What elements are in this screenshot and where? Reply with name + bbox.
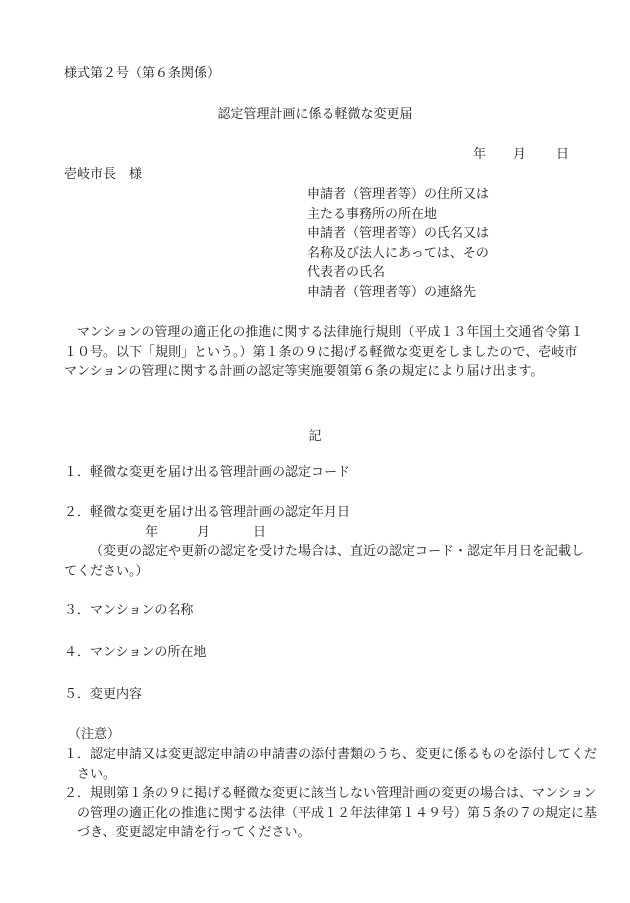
form-number: 様式第２号（第６条関係） [64,66,221,81]
ki-heading: 記 [308,429,322,444]
item-mansion-name: ３．マンションの名称 [64,603,194,618]
item-certification-code: １．軽微な変更を届け出る管理計画の認定コード [64,465,351,480]
item-change-details: ５．変更内容 [64,687,143,702]
applicant-line: 申請者（管理者等）の連絡先 [307,284,477,300]
body-paragraph: マンションの管理の適正化の推進に関する法律施行規則（平成１３年国土交通省令第１１０号。以下「規則」という。）第１条の９に掲げる軽微な変更をしましたので、壱岐市マンションの管理に関する計画の認定等実施要領第６条の規定により届け出ます。 [64,325,584,380]
applicant-line: 申請者（管理者等）の住所又は [307,187,490,202]
date-day-label: 日 [556,147,570,162]
cert-year-label: 年 [145,525,159,540]
notes-title: （注意） [68,727,121,742]
cert-month-label: 月 [197,525,211,540]
certification-date-fields [145,523,266,542]
item-mansion-location: ４．マンションの所在地 [64,645,207,660]
note-item: １．認定申請又は変更認定申請の申請書の添付書類のうち、変更に係るものを添付してください。 [64,747,598,782]
cert-day-label: 日 [253,525,267,540]
applicant-line: 代表者の氏名 [307,265,386,280]
applicant-line: 申請者（管理者等）の氏名又は [307,226,490,241]
note-item: ２．規則第１条の９に掲げる軽微な変更に該当しない管理計画の変更の場合は、マンションの管理の適正化の推進に関する法律（平成１２年法律第１４９号）第５条の７の規定に基づき、変更認定申請を行ってください。 [64,786,598,840]
item-certification-date: ２．軽微な変更を届け出る管理計画の認定年月日 [64,505,351,520]
submission-date [473,145,569,164]
document-title: 認定管理計画に係る軽微な変更届 [217,107,413,122]
applicant-block [307,185,489,302]
date-year-label: 年 [473,147,487,162]
item2-note: （変更の認定や更新の認定を受けた場合は、直近の認定コード・認定年月日を記載してください。） [64,544,585,579]
date-month-label: 月 [513,147,527,162]
addressee: 壱岐市長 様 [64,167,143,182]
applicant-line: 名称及び法人にあっては、その [307,245,489,261]
applicant-line: 主たる事務所の所在地 [307,206,438,222]
